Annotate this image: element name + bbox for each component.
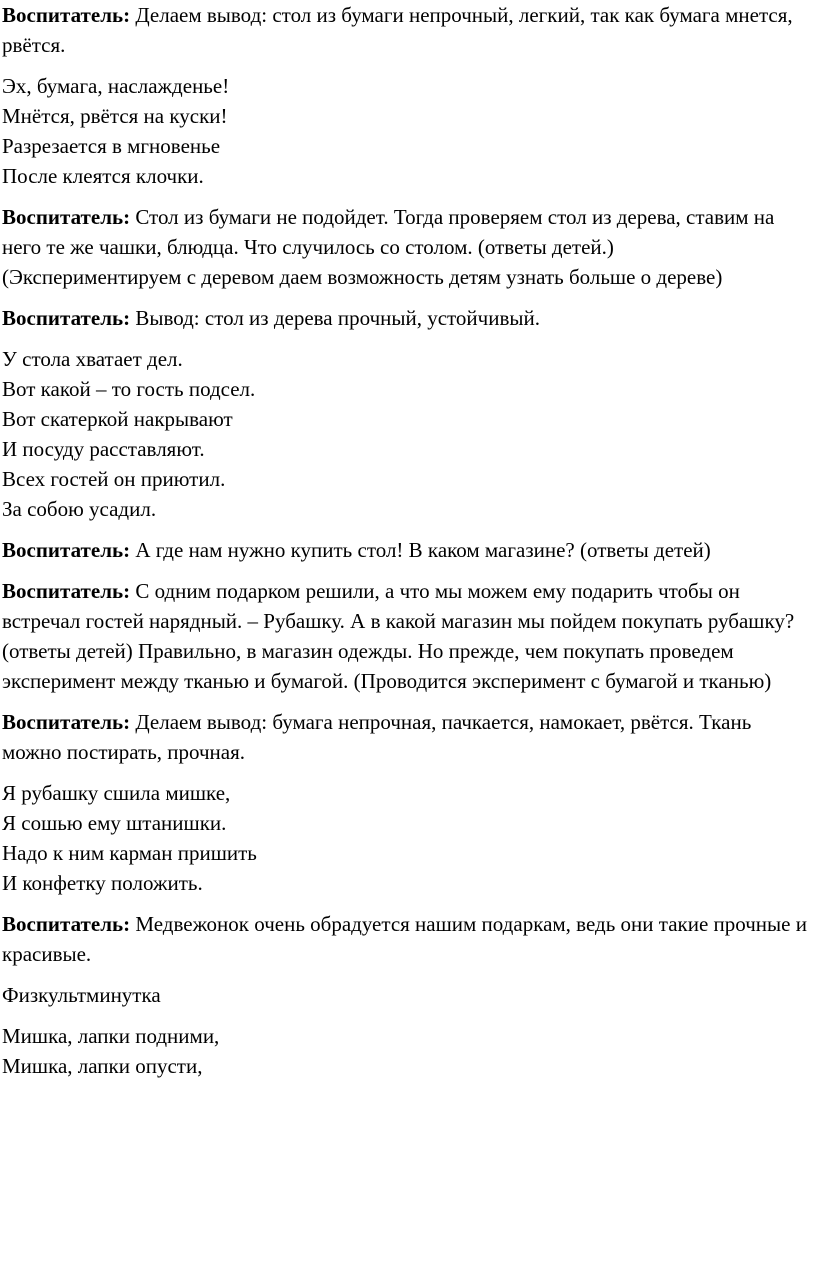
speech-text: Медвежонок очень обрадуется нашим подаркам, ведь они такие прочные и красивые. [2,912,807,966]
speech-text: Вывод: стол из дерева прочный, устойчивый. [135,306,540,330]
verse-line: И посуду расставляют. [2,437,205,461]
verse-line: За собою усадил. [2,497,157,521]
paragraph-speech-6 [2,707,816,767]
verse-line: После клеятся клочки. [2,164,204,188]
verse-line: Мишка, лапки подними, [2,1024,220,1048]
speaker-label: Воспитатель: [2,579,131,603]
verse-line: Вот какой – то гость подсел. [2,377,256,401]
speech-text: Делаем вывод: бумага непрочная, пачкается, намокает, рвётся. Ткань можно постирать, прочная. [2,710,752,764]
paragraph-speech-1 [2,0,816,60]
verse-line: Я рубашку сшила мишке, [2,781,231,805]
verse-4 [2,1021,816,1081]
section-heading-physical-minute: Физкультминутка [2,983,161,1007]
speech-text: С одним подарком решили, а что мы можем ему подарить чтобы он встречал гостей нарядный. – Рубашку. А в какой магазин мы пойдем покупать рубашку? (ответы детей) Правильно, в магазин одежды. Но прежде, чем покупать проведем эксперимент между тканью и бумагой. (Проводится эксперимент с бумагой и тканью) [2,579,795,693]
verse-line: Я сошью ему штанишки. [2,811,227,835]
verse-line: Мнётся, рвётся на куски! [2,104,228,128]
verse-line: У стола хватает дел. [2,347,183,371]
verse-line: Всех гостей он приютил. [2,467,226,491]
speech-text: Стол из бумаги не подойдет. Тогда проверяем стол из дерева, ставим на него те же чашки, блюдца. Что случилось со столом. (ответы детей.) [2,205,775,259]
speaker-label: Воспитатель: [2,205,131,229]
speech-text: Делаем вывод: стол из бумаги непрочный, легкий, так как бумага мнется, рвётся. [2,3,793,57]
speaker-label: Воспитатель: [2,912,131,936]
verse-line: Эх, бумага, наслажденье! [2,74,230,98]
speaker-label: Воспитатель: [2,306,131,330]
verse-line: И конфетку положить. [2,871,203,895]
paragraph-speech-4 [2,535,816,565]
paragraph-speech-7 [2,909,816,969]
verse-line: Мишка, лапки опусти, [2,1054,203,1078]
verse-3 [2,778,816,898]
verse-2 [2,344,816,524]
verse-line: Разрезается в мгновенье [2,134,221,158]
speech-extra: (Экспериментируем с деревом даем возможность детям узнать больше о дереве) [2,265,723,289]
speech-text: А где нам нужно купить стол! В каком магазине? (ответы детей) [135,538,711,562]
speaker-label: Воспитатель: [2,3,131,27]
paragraph-speech-2 [2,202,816,292]
speaker-label: Воспитатель: [2,538,131,562]
verse-line: Надо к ним карман пришить [2,841,257,865]
paragraph-speech-3 [2,303,816,333]
paragraph-speech-5 [2,576,816,696]
speaker-label: Воспитатель: [2,710,131,734]
verse-1 [2,71,816,191]
verse-line: Вот скатеркой накрывают [2,407,233,431]
